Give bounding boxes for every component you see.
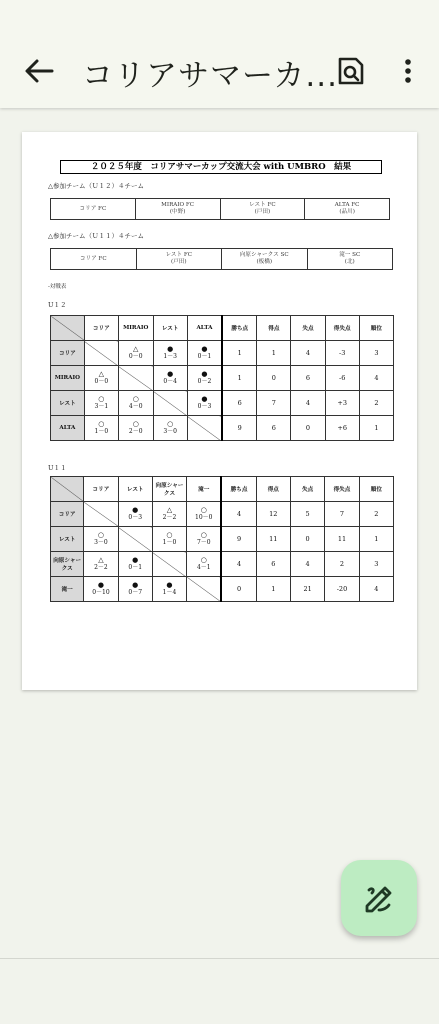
match-result — [118, 552, 152, 577]
column-header: コリア — [84, 477, 118, 502]
self-match-cell — [187, 416, 222, 441]
stat-value: 2 — [359, 391, 393, 416]
row-team-name: 滝一 — [51, 577, 84, 602]
row-team-name: 向原シャークス — [51, 552, 84, 577]
u11-label: U１１ — [48, 464, 67, 472]
stat-value: 6 — [291, 366, 325, 391]
search-document-icon[interactable] — [337, 56, 365, 86]
team-location: (北) — [344, 259, 355, 265]
match-score: 3－0 — [163, 428, 177, 435]
match-result — [84, 391, 118, 416]
team-name: 向原シャークス SC — [239, 252, 289, 258]
stat-value: 6 — [256, 552, 290, 577]
match-result — [187, 391, 222, 416]
row-team-name: コリア — [51, 341, 85, 366]
match-score: 1－3 — [163, 353, 177, 360]
match-result — [187, 366, 222, 391]
stat-value: 1 — [359, 416, 393, 441]
result-symbol: ● — [97, 581, 104, 589]
stat-value: 7 — [325, 502, 359, 527]
match-score: 2－0 — [128, 428, 143, 435]
table-row — [51, 416, 394, 441]
match-score: 10－0 — [195, 514, 213, 521]
pdf-page — [22, 132, 417, 690]
match-score: 0－0 — [94, 378, 109, 385]
match-score: 3－1 — [94, 403, 109, 410]
match-result — [153, 366, 187, 391]
self-match-cell — [84, 341, 118, 366]
match-result — [187, 527, 222, 552]
match-result — [118, 577, 152, 602]
stat-value: 3 — [359, 552, 393, 577]
team-cell — [136, 249, 222, 270]
row-team-name: ALTA — [51, 416, 85, 441]
stat-value: 4 — [221, 552, 256, 577]
result-symbol: △ — [98, 556, 104, 564]
stat-value: +6 — [325, 416, 359, 441]
match-result — [152, 527, 186, 552]
team-name: レスト FC — [165, 252, 193, 258]
stat-value: -3 — [325, 341, 359, 366]
team-location: (戸田) — [170, 259, 187, 265]
edit-fab[interactable] — [341, 860, 417, 936]
result-symbol: ○ — [200, 556, 207, 564]
result-symbol: ● — [167, 370, 174, 378]
result-symbol: △ — [166, 506, 173, 514]
match-score: 2－2 — [94, 564, 108, 571]
team-cell — [307, 249, 393, 270]
stat-value: -6 — [325, 366, 359, 391]
stat-value: 11 — [325, 527, 359, 552]
row-team-name: レスト — [51, 391, 85, 416]
team-cell — [135, 199, 220, 220]
result-symbol: ○ — [98, 395, 105, 403]
match-score: 0－1 — [197, 353, 212, 360]
match-score: 0－0 — [128, 353, 143, 360]
corner-cell — [51, 316, 85, 341]
u11-results-table — [50, 476, 394, 602]
row-team-name: レスト — [51, 527, 84, 552]
stat-value: 1 — [256, 577, 290, 602]
stat-value: 7 — [257, 391, 291, 416]
result-symbol: ○ — [97, 531, 104, 539]
result-symbol: ○ — [167, 420, 174, 428]
u12-teams-label: △参加チーム（Ｕ１２）４チーム — [48, 182, 144, 190]
result-symbol: ● — [132, 556, 139, 564]
match-result — [187, 552, 222, 577]
result-symbol: ● — [201, 370, 208, 378]
table-row — [51, 502, 394, 527]
match-score: 4－1 — [196, 564, 211, 571]
team-cell — [222, 249, 308, 270]
match-score: 1－0 — [162, 539, 177, 546]
match-score: 0－3 — [197, 403, 212, 410]
document-title: コリアサマーカ... — [82, 58, 338, 94]
stat-header: 勝ち点 — [221, 477, 256, 502]
stat-value: 5 — [290, 502, 324, 527]
match-score: 0－7 — [128, 589, 143, 596]
row-team-name: MIRAIO — [51, 366, 85, 391]
match-score: 4－0 — [128, 403, 143, 410]
table-row — [51, 391, 394, 416]
stat-value: 21 — [290, 577, 324, 602]
header-row — [51, 316, 394, 341]
match-score: 2－2 — [162, 514, 177, 521]
match-result — [84, 366, 118, 391]
stat-value: 12 — [256, 502, 290, 527]
stat-value: 1 — [257, 341, 291, 366]
column-header: レスト — [153, 316, 187, 341]
result-symbol: △ — [133, 345, 139, 353]
arrow-left-icon[interactable] — [22, 56, 56, 86]
stat-header: 順位 — [359, 316, 393, 341]
match-score: 0－3 — [128, 514, 143, 521]
nav-divider — [0, 958, 439, 959]
self-match-cell — [187, 577, 222, 602]
team-name: レスト FC — [249, 202, 276, 208]
stat-value: 2 — [325, 552, 359, 577]
team-location: (品川) — [339, 209, 355, 215]
stat-value: -20 — [325, 577, 359, 602]
team-cell — [51, 199, 136, 220]
match-score: 0－1 — [128, 564, 143, 571]
match-result — [153, 341, 187, 366]
u11-teams-label: △参加チーム（Ｕ１１）４チーム — [48, 232, 144, 240]
header-row — [51, 477, 394, 502]
result-symbol: ● — [166, 581, 173, 589]
result-symbol: ● — [201, 395, 208, 403]
match-result — [84, 577, 118, 602]
table-row — [51, 527, 394, 552]
corner-cell — [51, 477, 84, 502]
table-row — [51, 366, 394, 391]
team-cell — [51, 249, 137, 270]
team-name: 滝一 SC — [339, 252, 361, 258]
match-score: 1－4 — [162, 589, 177, 596]
result-symbol: ○ — [132, 420, 139, 428]
match-score: 0－4 — [163, 378, 177, 385]
stat-value: 4 — [359, 366, 393, 391]
stat-value: 2 — [359, 502, 393, 527]
stat-header: 得点 — [257, 316, 291, 341]
u11-teams-table — [50, 248, 393, 270]
team-location: (戸田) — [254, 209, 271, 215]
u12-teams-table — [50, 198, 390, 220]
stat-header: 失点 — [291, 316, 325, 341]
column-header: 向原シャークス — [152, 477, 186, 502]
table-row — [51, 341, 394, 366]
stat-value: 1 — [222, 341, 257, 366]
self-match-cell — [118, 527, 152, 552]
match-result — [152, 502, 186, 527]
result-symbol: ○ — [166, 531, 173, 539]
stat-value: 4 — [291, 341, 325, 366]
stat-value: 6 — [257, 416, 291, 441]
result-symbol: ○ — [98, 420, 105, 428]
stat-value: 4 — [291, 391, 325, 416]
pen-edit-icon — [341, 860, 417, 936]
match-result — [84, 416, 118, 441]
result-symbol: ○ — [200, 531, 207, 539]
match-result — [84, 527, 118, 552]
team-cell — [220, 199, 305, 220]
result-symbol: ○ — [132, 395, 139, 403]
match-result — [152, 577, 186, 602]
match-score: 0－10 — [92, 589, 110, 596]
result-symbol: △ — [98, 370, 105, 378]
stat-value: 0 — [291, 416, 325, 441]
self-match-cell — [152, 552, 186, 577]
column-header: コリア — [84, 316, 118, 341]
self-match-cell — [118, 366, 153, 391]
column-header: ALTA — [187, 316, 222, 341]
stat-value: 1 — [222, 366, 257, 391]
stat-header: 得失点 — [325, 316, 359, 341]
u12-results-table — [50, 315, 394, 441]
team-location: (板橋) — [256, 259, 273, 265]
match-score: 0－2 — [197, 378, 212, 385]
self-match-cell — [84, 502, 118, 527]
match-score: 1－0 — [94, 428, 109, 435]
match-result — [153, 416, 187, 441]
stat-value: +3 — [325, 391, 359, 416]
stat-header: 失点 — [290, 477, 324, 502]
table-row — [51, 552, 394, 577]
result-symbol: ● — [167, 345, 174, 353]
doc-title: ２０２５年度 コリアサマーカップ交流大会 with UMBRO 結果 — [60, 160, 382, 174]
stat-value: 0 — [290, 527, 324, 552]
match-result — [187, 502, 222, 527]
stat-value: 6 — [222, 391, 257, 416]
stat-header: 得点 — [256, 477, 290, 502]
result-symbol: ● — [132, 581, 139, 589]
stat-value: 9 — [222, 416, 257, 441]
team-cell — [305, 199, 390, 220]
team-location: (中野) — [169, 209, 186, 215]
u12-label: U１２ — [48, 301, 67, 309]
match-score: 7－0 — [196, 539, 211, 546]
app-bar — [0, 0, 439, 108]
stat-value: 0 — [221, 577, 256, 602]
more-vert-icon[interactable] — [400, 58, 416, 84]
match-result — [118, 341, 153, 366]
column-header: レスト — [118, 477, 152, 502]
stat-value: 4 — [359, 577, 393, 602]
stat-value: 4 — [221, 502, 256, 527]
format-label: -対戦表 — [48, 284, 67, 290]
team-name: コリア FC — [79, 205, 107, 212]
column-header: 滝一 — [187, 477, 222, 502]
match-result — [118, 416, 153, 441]
match-result — [84, 552, 118, 577]
column-header: MIRAIO — [118, 316, 153, 341]
stat-value: 0 — [257, 366, 291, 391]
stat-header: 勝ち点 — [222, 316, 257, 341]
stat-header: 得失点 — [325, 477, 359, 502]
team-name: コリア FC — [79, 255, 107, 262]
stat-value: 11 — [256, 527, 290, 552]
stat-value: 3 — [359, 341, 393, 366]
match-score: 3－0 — [94, 539, 108, 546]
stat-value: 9 — [221, 527, 256, 552]
match-result — [118, 502, 152, 527]
match-result — [187, 341, 222, 366]
stat-header: 順位 — [359, 477, 393, 502]
stat-value: 4 — [290, 552, 324, 577]
self-match-cell — [153, 391, 187, 416]
team-name: MIRAIO FC — [161, 202, 195, 208]
stat-value: 1 — [359, 527, 393, 552]
result-symbol: ● — [201, 345, 208, 353]
result-symbol: ○ — [200, 506, 207, 514]
result-symbol: ● — [132, 506, 139, 514]
row-team-name: コリア — [51, 502, 84, 527]
team-name: ALTA FC — [334, 202, 360, 208]
match-result — [118, 391, 153, 416]
table-row — [51, 577, 394, 602]
